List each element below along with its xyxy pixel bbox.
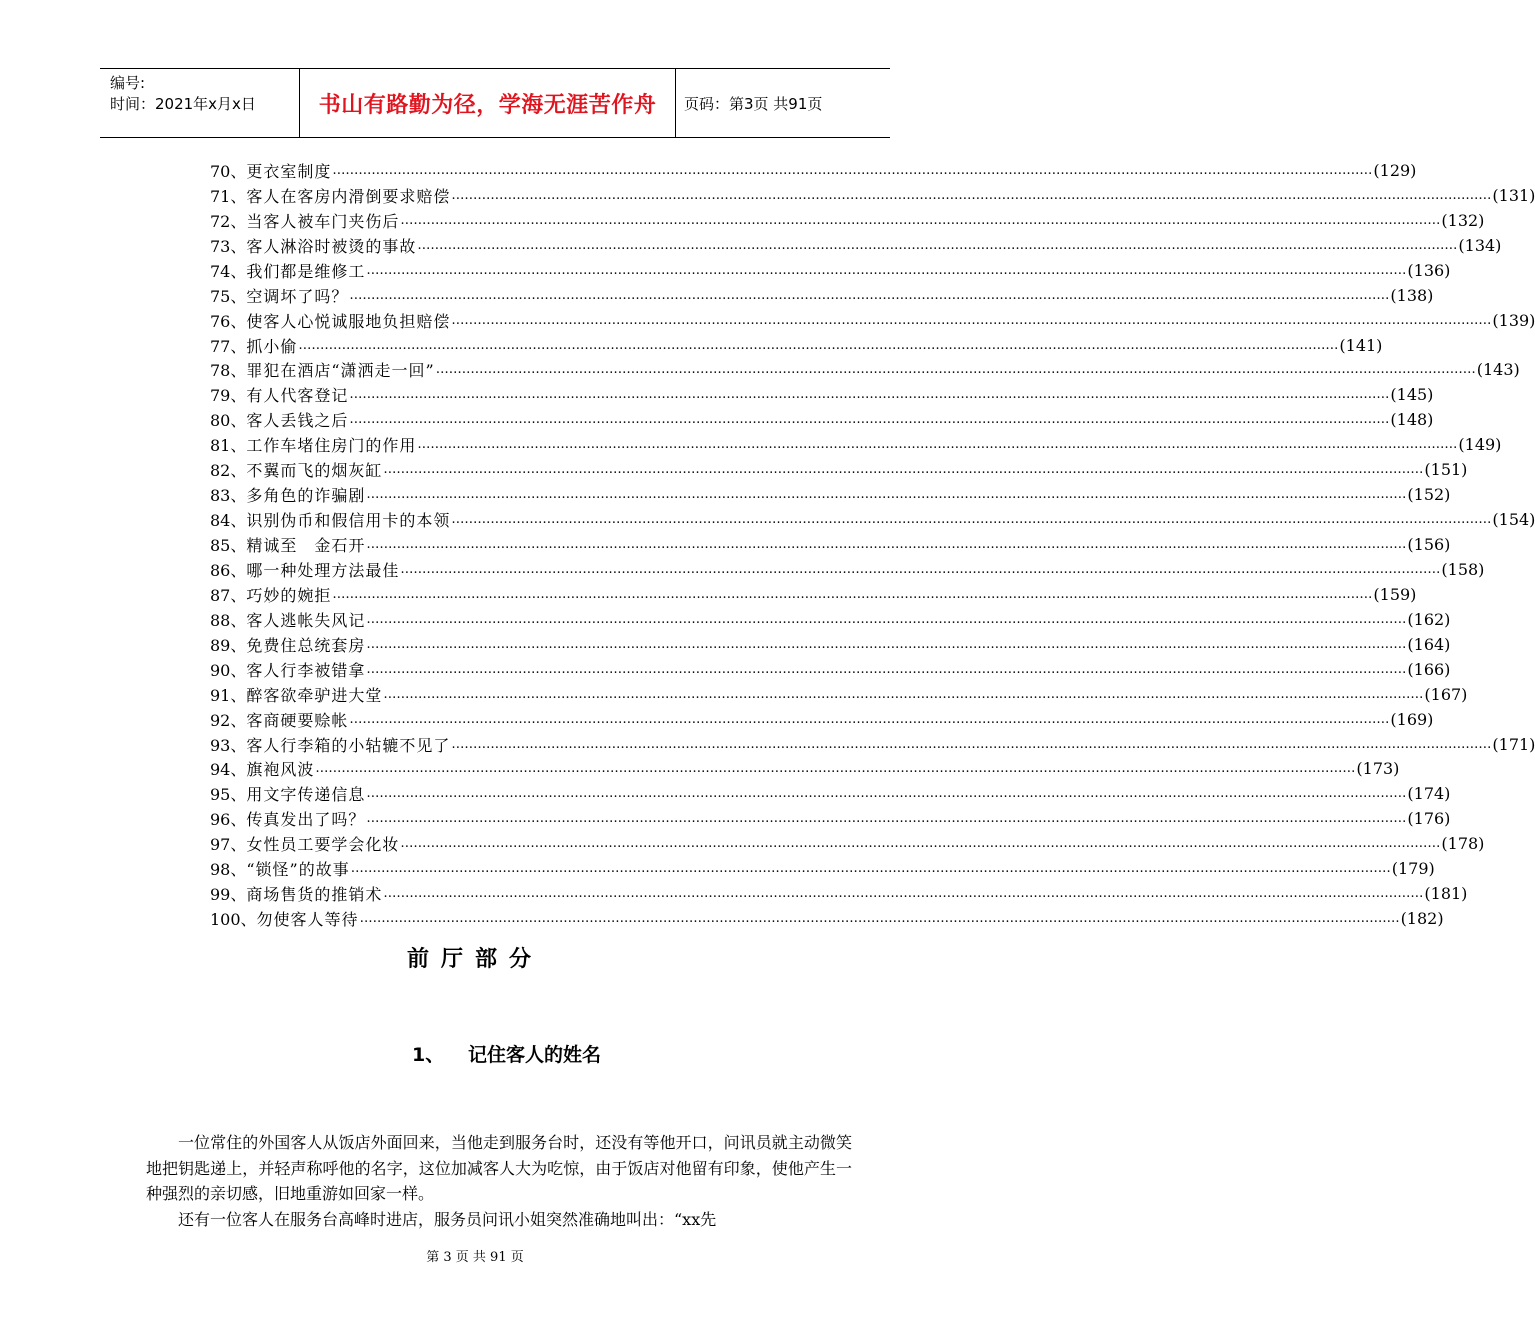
toc-entry-title: 哪一种处理方法最佳 (246, 560, 400, 580)
toc-entry-page: (156) (1407, 535, 1451, 555)
toc-entry-number: 83、 (210, 486, 247, 506)
toc-entry[interactable] (210, 457, 1468, 482)
toc-entry-page: (164) (1407, 634, 1451, 654)
toc-dot-leader: …………………………………………………………………………………………………………………………………………………………………………………………………………………… (366, 262, 1407, 278)
toc-dot-leader: …………………………………………………………………………………………………………………………………………………………………………………………………………………… (400, 561, 1441, 577)
toc-entry[interactable] (210, 482, 1451, 507)
toc-entry[interactable] (210, 682, 1468, 707)
toc-entry-number: 85、 (210, 536, 247, 556)
paragraph: 还有一位客人在服务台高峰时进店，服务员问讯小姐突然准确地叫出：“xx先 (178, 1209, 717, 1229)
toc-entry-page: (158) (1441, 559, 1485, 579)
toc-entry-title: 用文字传递信息 (246, 785, 366, 805)
toc-entry[interactable] (210, 856, 1435, 881)
toc-entry-title: 客人行李被错拿 (246, 660, 366, 680)
toc-dot-leader: …………………………………………………………………………………………………………………………………………………………………………………………………………………… (417, 437, 1458, 453)
toc-entry-page: (145) (1390, 385, 1434, 405)
toc-dot-leader: …………………………………………………………………………………………………………………………………………………………………………………………………………………… (451, 312, 1492, 328)
toc-entry-page: (138) (1390, 285, 1434, 305)
toc-entry-page: (166) (1407, 659, 1451, 679)
toc-dot-leader: …………………………………………………………………………………………………………………………………………………………………………………………………………………… (451, 187, 1492, 203)
toc-entry-page: (151) (1424, 460, 1468, 480)
toc-entry[interactable] (210, 732, 1535, 757)
toc-dot-leader: …………………………………………………………………………………………………………………………………………………………………………………………………………………… (383, 462, 1424, 478)
toc-dot-leader: …………………………………………………………………………………………………………………………………………………………………………………………………………………… (315, 761, 1356, 777)
toc-entry-number: 91、 (210, 685, 247, 705)
toc-dot-leader: …………………………………………………………………………………………………………………………………………………………………………………………………………………… (366, 611, 1407, 627)
toc-entry-number: 93、 (210, 735, 247, 755)
toc-entry[interactable] (210, 382, 1434, 407)
toc-entry-title: “锁怪”的故事 (246, 860, 350, 880)
toc-entry[interactable] (210, 258, 1451, 283)
toc-entry-page: (143) (1476, 360, 1520, 380)
toc-entry-number: 79、 (210, 386, 247, 406)
toc-entry-title: 抓小偷 (246, 336, 298, 356)
toc-dot-leader: …………………………………………………………………………………………………………………………………………………………………………………………………………………… (366, 487, 1407, 503)
toc-entry-number: 73、 (210, 236, 247, 256)
toc-entry-title: 客人在客房内滑倒要求赔偿 (246, 186, 451, 206)
toc-entry-title: 有人代客登记 (246, 386, 349, 406)
toc-entry-number: 82、 (210, 461, 247, 481)
toc-entry-number: 95、 (210, 785, 247, 805)
toc-entry-number: 97、 (210, 835, 247, 855)
toc-entry-number: 94、 (210, 760, 247, 780)
toc-entry-title: 更衣室制度 (246, 161, 332, 181)
toc-entry-title: 我们都是维修工 (246, 261, 366, 281)
toc-entry-number: 84、 (210, 511, 247, 531)
toc-entry[interactable] (210, 308, 1535, 333)
toc-entry-page: (176) (1407, 809, 1451, 829)
toc-entry-page: (171) (1492, 734, 1535, 754)
toc-entry-title: 醉客欲牵驴进大堂 (246, 685, 383, 705)
toc-entry-title: 女性员工要学会化妆 (246, 835, 400, 855)
toc-dot-leader: …………………………………………………………………………………………………………………………………………………………………………………………………………………… (400, 212, 1441, 228)
toc-entry[interactable] (210, 283, 1434, 308)
toc-entry-number: 98、 (210, 860, 247, 880)
toc-entry[interactable] (210, 831, 1485, 856)
toc-entry[interactable] (210, 183, 1535, 208)
toc-entry-page: (162) (1407, 609, 1451, 629)
toc-entry[interactable] (210, 657, 1451, 682)
article-title-text: 记住客人的姓名 (468, 1044, 602, 1066)
toc-entry-page: (178) (1441, 834, 1485, 854)
toc-entry[interactable] (210, 906, 1444, 931)
toc-dot-leader: …………………………………………………………………………………………………………………………………………………………………………………………………………………… (366, 636, 1407, 652)
toc-entry-page: (152) (1407, 485, 1451, 505)
toc-entry[interactable] (210, 607, 1451, 632)
toc-entry-title: 客人逃帐失风记 (246, 610, 366, 630)
toc-dot-leader: …………………………………………………………………………………………………………………………………………………………………………………………………………………… (332, 162, 1373, 178)
toc-entry[interactable] (210, 632, 1451, 657)
toc-entry-number: 96、 (210, 810, 247, 830)
toc-entry-page: (149) (1458, 435, 1502, 455)
header-slogan: 书山有路勤为径，学海无涯苦作舟 (318, 92, 657, 118)
toc-dot-leader: …………………………………………………………………………………………………………………………………………………………………………………………………………………… (451, 512, 1492, 528)
toc-entry-number: 88、 (210, 610, 247, 630)
toc-entry-page: (131) (1492, 185, 1535, 205)
toc-entry-page: (129) (1373, 160, 1417, 180)
toc-dot-leader: …………………………………………………………………………………………………………………………………………………………………………………………………………………… (332, 586, 1373, 602)
toc-entry-number: 89、 (210, 635, 247, 655)
toc-entry-title: 使客人心悦诚服地负担赔偿 (246, 311, 451, 331)
toc-entry[interactable] (210, 407, 1434, 432)
toc-entry[interactable] (210, 333, 1383, 358)
toc-dot-leader: …………………………………………………………………………………………………………………………………………………………………………………………………………………… (383, 886, 1424, 902)
toc-entry-page: (174) (1407, 784, 1451, 804)
toc-entry-title: 商场售货的推销术 (246, 885, 383, 905)
toc-entry-title: 不翼而飞的烟灰缸 (246, 461, 383, 481)
page-footer: 第 3 页 共 91 页 (426, 1250, 524, 1265)
toc-entry[interactable] (210, 432, 1502, 457)
toc-entry-page: (132) (1441, 210, 1485, 230)
toc-entry-number: 75、 (210, 286, 247, 306)
header-page-info: 页码：第3页 共91页 (684, 94, 823, 113)
toc-entry-number: 78、 (210, 361, 247, 381)
toc-entry-number: 77、 (210, 336, 247, 356)
toc-entry-number: 72、 (210, 211, 247, 231)
toc-entry-page: (159) (1373, 584, 1417, 604)
toc-entry-number: 100、 (210, 910, 257, 930)
toc-entry[interactable] (210, 881, 1468, 906)
toc-entry-page: (173) (1356, 759, 1400, 779)
toc-entry[interactable] (210, 707, 1434, 732)
toc-entry-number: 80、 (210, 411, 247, 431)
paragraph: 一位常住的外国客人从饭店外面回来，当他走到服务台时，还没有等他开口，问讯员就主动微笑地把钥匙递上，并轻声称呼他的名字，这位加减客人大为吃惊，由于饭店对他留有印象，使他产生一种强烈的亲切感，旧地重游如回家一样。 (146, 1133, 852, 1203)
toc-entry[interactable] (210, 757, 1400, 782)
toc-dot-leader: …………………………………………………………………………………………………………………………………………………………………………………………………………………… (417, 237, 1458, 253)
toc-entry-title: 客人丢钱之后 (246, 411, 349, 431)
toc-entry-page: (169) (1390, 709, 1434, 729)
toc-entry-title: 当客人被车门夹伤后 (246, 211, 400, 231)
toc-entry[interactable] (210, 582, 1417, 607)
header-number-label: 编号: (110, 74, 146, 92)
toc-entry-page: (179) (1391, 859, 1435, 879)
toc-dot-leader: …………………………………………………………………………………………………………………………………………………………………………………………………………………… (350, 861, 1391, 877)
header-meta (100, 69, 300, 137)
toc-entry-title: 工作车堵住房门的作用 (246, 436, 417, 456)
toc-entry-title: 免费住总统套房 (246, 635, 366, 655)
toc-dot-leader: …………………………………………………………………………………………………………………………………………………………………………………………………………………… (359, 911, 1400, 927)
toc-entry-title: 传真发出了吗？ (246, 810, 366, 830)
toc-entry-title: 勿使客人等待 (256, 910, 359, 930)
toc-entry-page: (141) (1339, 335, 1383, 355)
toc-dot-leader: …………………………………………………………………………………………………………………………………………………………………………………………………………………… (349, 412, 1390, 428)
toc-entry-number: 71、 (210, 186, 247, 206)
toc-entry-title: 识别伪币和假信用卡的本领 (246, 511, 451, 531)
article-number: 1、 (412, 1044, 445, 1066)
page-header (100, 68, 890, 138)
toc-entry-title: 客人行李箱的小轱辘不见了 (246, 735, 451, 755)
table-of-contents (210, 158, 1535, 931)
toc-entry-number: 99、 (210, 885, 247, 905)
toc-dot-leader: …………………………………………………………………………………………………………………………………………………………………………………………………………………… (400, 836, 1441, 852)
article-body (146, 1130, 852, 1232)
toc-entry-number: 90、 (210, 660, 247, 680)
toc-dot-leader: …………………………………………………………………………………………………………………………………………………………………………………………………………………… (383, 686, 1424, 702)
toc-entry-number: 86、 (210, 560, 247, 580)
toc-entry[interactable] (210, 557, 1485, 582)
toc-entry[interactable] (210, 233, 1502, 258)
toc-dot-leader: …………………………………………………………………………………………………………………………………………………………………………………………………………………… (366, 537, 1407, 553)
toc-dot-leader: …………………………………………………………………………………………………………………………………………………………………………………………………………………… (298, 337, 1339, 353)
toc-entry[interactable] (210, 781, 1451, 806)
toc-entry-page: (182) (1400, 909, 1444, 929)
toc-entry[interactable] (210, 806, 1451, 831)
toc-entry-page: (154) (1492, 510, 1535, 530)
toc-entry-page: (134) (1458, 235, 1502, 255)
toc-dot-leader: …………………………………………………………………………………………………………………………………………………………………………………………………………………… (366, 811, 1407, 827)
section-title: 前厅部分 (406, 947, 543, 972)
toc-entry[interactable] (210, 532, 1451, 557)
toc-entry-page: (181) (1424, 884, 1468, 904)
toc-dot-leader: …………………………………………………………………………………………………………………………………………………………………………………………………………………… (435, 362, 1476, 378)
toc-entry-title: 多角色的诈骗剧 (246, 486, 366, 506)
toc-entry-title: 罪犯在酒店“潇洒走一回” (246, 361, 435, 381)
toc-entry-title: 巧妙的婉拒 (246, 585, 332, 605)
toc-entry[interactable] (210, 507, 1535, 532)
toc-entry-page: (148) (1390, 410, 1434, 430)
toc-dot-leader: …………………………………………………………………………………………………………………………………………………………………………………………………………………… (349, 387, 1390, 403)
header-slogan-cell (300, 69, 676, 137)
toc-entry-title: 精诚至 金石开 (246, 536, 366, 556)
toc-entry-number: 70、 (210, 161, 247, 181)
toc-entry-title: 旗袍风波 (246, 760, 315, 780)
toc-entry[interactable] (210, 208, 1485, 233)
toc-dot-leader: …………………………………………………………………………………………………………………………………………………………………………………………………………………… (349, 287, 1390, 303)
header-time-label: 时间：2021年x月x日 (110, 95, 256, 113)
toc-entry-page: (136) (1407, 260, 1451, 280)
toc-entry[interactable] (210, 358, 1520, 383)
toc-entry-page: (167) (1424, 684, 1468, 704)
toc-entry-title: 客商硬要赊帐 (246, 710, 349, 730)
toc-entry-number: 81、 (210, 436, 247, 456)
toc-entry-number: 74、 (210, 261, 247, 281)
toc-entry-number: 76、 (210, 311, 247, 331)
toc-dot-leader: …………………………………………………………………………………………………………………………………………………………………………………………………………………… (349, 711, 1390, 727)
toc-entry-number: 87、 (210, 585, 247, 605)
toc-entry-page: (139) (1492, 310, 1535, 330)
toc-entry-title: 空调坏了吗？ (246, 286, 349, 306)
toc-entry-title: 客人淋浴时被烫的事故 (246, 236, 417, 256)
toc-dot-leader: …………………………………………………………………………………………………………………………………………………………………………………………………………………… (451, 736, 1492, 752)
toc-entry-number: 92、 (210, 710, 247, 730)
toc-dot-leader: …………………………………………………………………………………………………………………………………………………………………………………………………………………… (366, 786, 1407, 802)
toc-dot-leader: …………………………………………………………………………………………………………………………………………………………………………………………………………………… (366, 661, 1407, 677)
article-title (412, 1040, 601, 1067)
toc-entry[interactable] (210, 158, 1417, 183)
